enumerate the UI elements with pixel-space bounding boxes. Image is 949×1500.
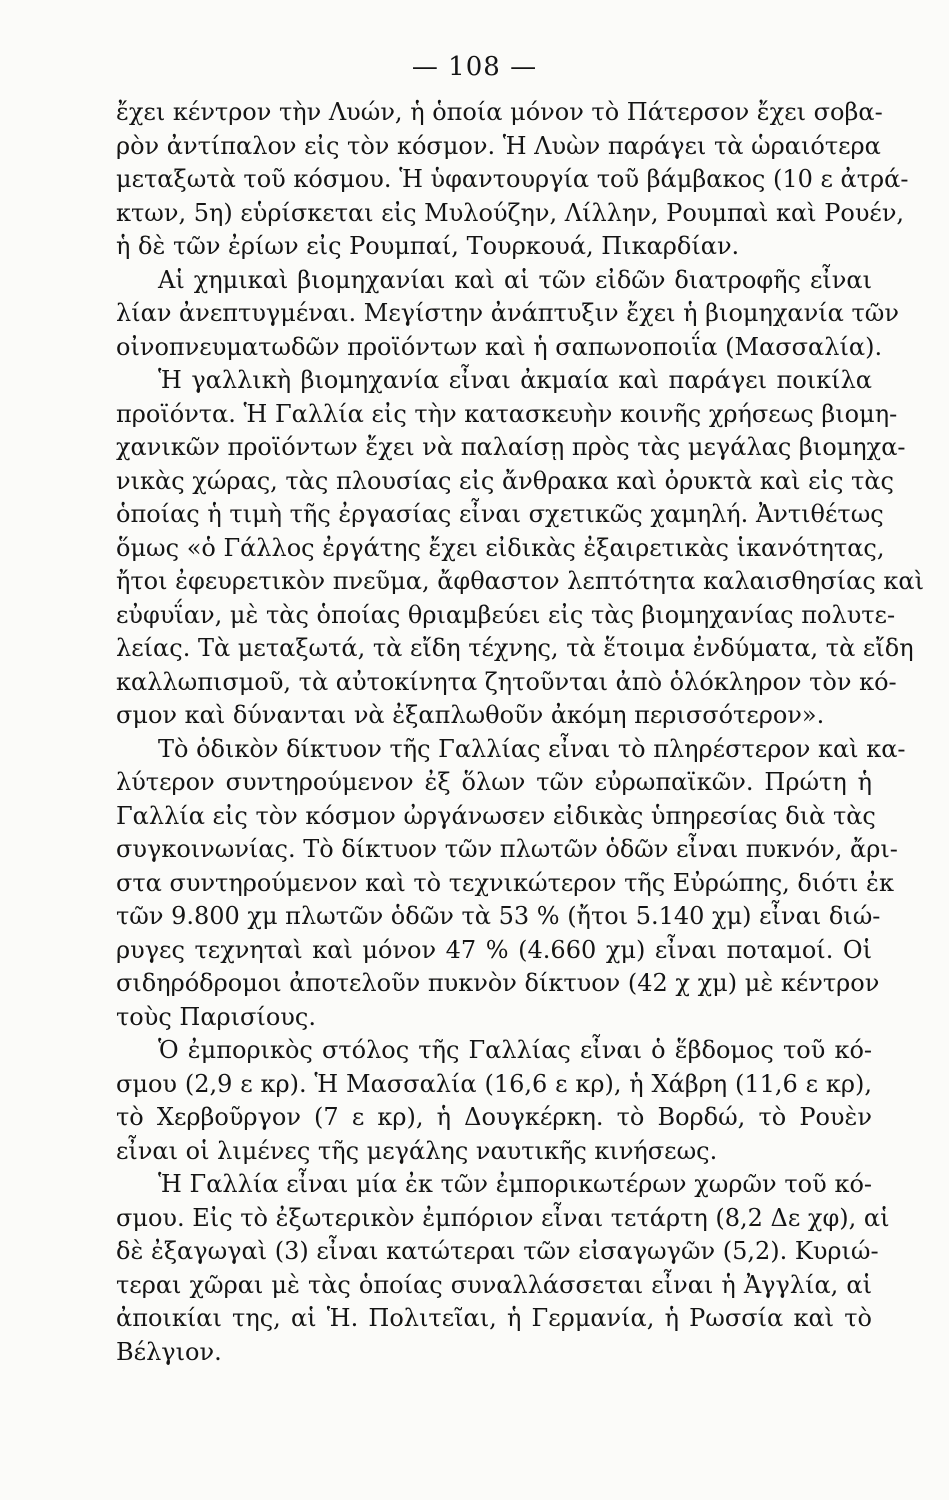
text-line: σμου. Εἰς τὸ ἐξωτερικὸν ἐμπόριον εἶναι τετάρτη (8,2 Δε χφ), αἱ bbox=[116, 1203, 890, 1232]
page-number: — 108 — bbox=[411, 52, 538, 82]
text-line: ἤτοι ἐφευρετικὸν πνεῦμα, ἄφθαστον λεπτότητα καλαισθησίας καὶ bbox=[116, 567, 925, 595]
text-line: Βέλγιον. bbox=[116, 1337, 222, 1366]
text-line: σιδηρόδρομοι ἀποτελοῦν πυκνὸν δίκτυον (42 χ χμ) μὲ κέντρον bbox=[116, 969, 880, 997]
text-line: στα συντηρούμενον καὶ τὸ τεχνικώτερον τῆς Εὐρώπης, διότι ἐκ bbox=[116, 868, 894, 897]
paragraph bbox=[116, 1034, 872, 1168]
text-line: σμον καὶ δύνανται νὰ ἐξαπλωθοῦν ἀκόμη περισσότερον». bbox=[116, 701, 825, 729]
text-line: χανικῶν προϊόντων ἔχει νὰ παλαίσῃ πρὸς τὰς μεγάλας βιομηχα- bbox=[116, 433, 906, 461]
text-line: συγκοινωνίας. Τὸ δίκτυον τῶν πλωτῶν ὁδῶν εἶναι πυκνόν, ἄρι- bbox=[116, 835, 898, 863]
text-line: ἡ δὲ τῶν ἐρίων εἰς Ρουμπαί, Τουρκουά, Πικαρδίαν. bbox=[116, 232, 740, 260]
text-line: τοὺς Παρισίους. bbox=[116, 1002, 316, 1031]
text-line: κτων, 5η) εὑρίσκεται εἰς Μυλούζην, Λίλλην, Ρουμπαὶ καὶ Ρουέν, bbox=[116, 198, 905, 227]
paragraph bbox=[116, 733, 906, 1035]
text-line: μεταξωτὰ τοῦ κόσμου. Ἡ ὑφαντουργία τοῦ βάμβακος (10 ε ἀτρά- bbox=[116, 165, 909, 193]
text-line: σμου (2,9 ε κρ). Ἡ Μασσαλία (16,6 ε κρ), ἡ Χάβρη (11,6 ε κρ), bbox=[116, 1069, 872, 1098]
text-line: ρὸν ἀντίπαλον εἰς τὸν κόσμον. Ἡ Λυὼν παράγει τὰ ὡραιότερα bbox=[116, 131, 881, 160]
text-line: ρυγες τεχνηταὶ καὶ μόνον 47 % (4.660 χμ) εἶναι ποταμοί. Οἱ bbox=[116, 935, 872, 964]
text-line: νικὰς χώρας, τὰς πλουσίας εἰς ἄνθρακα καὶ ὀρυκτὰ καὶ εἰς τὰς bbox=[116, 466, 894, 495]
paragraph bbox=[116, 364, 925, 733]
text-line: τεραι χῶραι μὲ τὰς ὁποίας συναλλάσσεται εἶναι ἡ Ἀγγλία, αἱ bbox=[116, 1270, 872, 1299]
text-line: Τὸ ὁδικὸν δίκτυον τῆς Γαλλίας εἶναι τὸ πληρέστερον καὶ κα- bbox=[158, 734, 906, 763]
text-line: Ἡ γαλλικὴ βιομηχανία εἶναι ἀκμαία καὶ παράγει ποικίλα bbox=[158, 366, 872, 394]
text-line: εὐφυΐαν, μὲ τὰς ὁποίας θριαμβεύει εἰς τὰς βιομηχανίας πολυτε- bbox=[116, 600, 896, 629]
paragraph bbox=[116, 1168, 890, 1369]
text-line: εἶναι οἱ λιμένες τῆς μεγάλης ναυτικῆς κινήσεως. bbox=[116, 1136, 718, 1165]
text-line: λύτερον συντηρούμενον ἐξ ὅλων τῶν εὐρωπαϊκῶν. Πρώτη ἡ bbox=[116, 768, 872, 796]
text-line: προϊόντα. Ἡ Γαλλία εἰς τὴν κατασκευὴν κοινῆς χρήσεως βιομη- bbox=[116, 399, 898, 428]
text-line: Αἱ χημικαὶ βιομηχανίαι καὶ αἱ τῶν εἰδῶν διατροφῆς εἶναι bbox=[158, 265, 872, 294]
text-line: ὅμως «ὁ Γάλλος ἐργάτης ἔχει εἰδικὰς ἐξαιρετικὰς ἱκανότητας, bbox=[116, 533, 885, 562]
text-line: λείας. Τὰ μεταξωτά, τὰ εἴδη τέχνης, τὰ ἕτοιμα ἐνδύματα, τὰ εἴδη bbox=[116, 634, 914, 662]
text-line: ἔχει κέντρον τὴν Λυών, ἡ ὁποία μόνον τὸ Πάτερσον ἔχει σοβα- bbox=[116, 98, 883, 126]
paragraph bbox=[116, 264, 899, 365]
text-line: ὁποίας ἡ τιμὴ τῆς ἐργασίας εἶναι σχετικῶς χαμηλή. Ἀντιθέτως bbox=[116, 500, 884, 528]
text-line: Ὁ ἐμπορικὸς στόλος τῆς Γαλλίας εἶναι ὁ ἕβδομος τοῦ κό- bbox=[158, 1036, 872, 1064]
body-text bbox=[116, 96, 925, 1369]
text-line: λίαν ἀνεπτυγμέναι. Μεγίστην ἀνάπτυξιν ἔχει ἡ βιομηχανία τῶν bbox=[116, 299, 899, 327]
text-line: ἀποικίαι της, αἱ Ἡ. Πολιτεῖαι, ἡ Γερμανία, ἡ Ρωσσία καὶ τὸ bbox=[116, 1304, 872, 1332]
text-line: τῶν 9.800 χμ πλωτῶν ὁδῶν τὰ 53 % (ἤτοι 5.140 χμ) εἶναι διώ- bbox=[116, 902, 881, 930]
text-line: Γαλλία εἰς τὸν κόσμον ὠργάνωσεν εἰδικὰς ὑπηρεσίας διὰ τὰς bbox=[116, 801, 876, 830]
text-line: καλλωπισμοῦ, τὰ αὐτοκίνητα ζητοῦνται ἀπὸ ὁλόκληρον τὸν κό- bbox=[116, 667, 897, 696]
text-line: τὸ Χερβοῦργον (7 ε κρ), ἡ Δουγκέρκη. τὸ Βορδώ, τὸ Ρουὲν bbox=[116, 1103, 872, 1131]
text-line: οἰνοπνευματωδῶν προϊόντων καὶ ἡ σαπωνοποιΐα (Μασσαλία). bbox=[116, 332, 883, 361]
paragraph bbox=[116, 96, 909, 264]
text-line: δὲ ἐξαγωγαὶ (3) εἶναι κατώτεραι τῶν εἰσαγωγῶν (5,2). Κυριώ- bbox=[116, 1237, 879, 1265]
text-line: Ἡ Γαλλία εἶναι μία ἐκ τῶν ἐμπορικωτέρων χωρῶν τοῦ κό- bbox=[158, 1170, 872, 1198]
